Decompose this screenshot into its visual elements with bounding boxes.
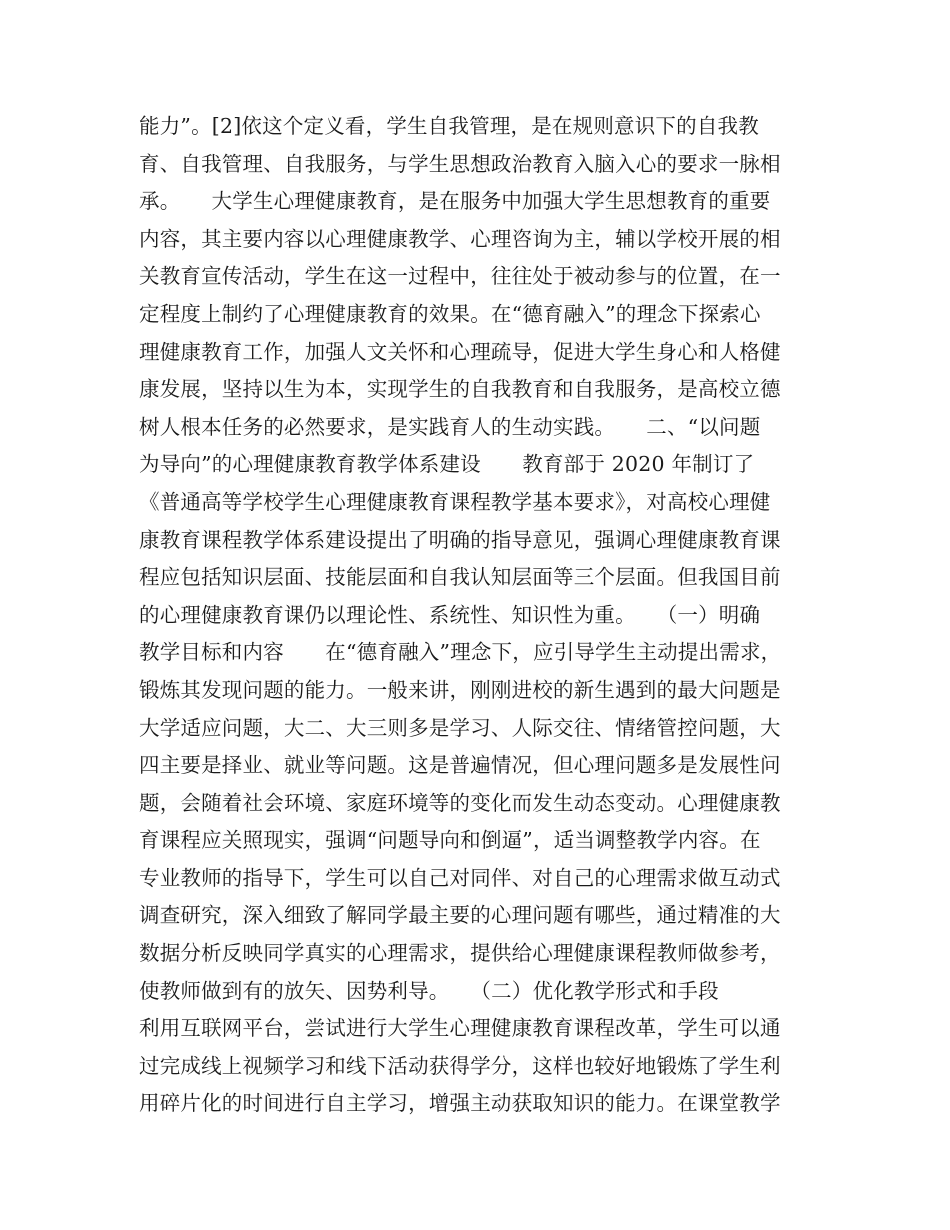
text-line: 用碎片化的时间进行自主学习，增强主动获取知识的能力。在课堂教学 [139, 1091, 781, 1116]
text-line: 专业教师的指导下，学生可以自己对同伴、对自己的心理需求做互动式 [139, 865, 781, 890]
text-line: 调查研究，深入细致了解同学最主要的心理问题有哪些，通过精准的大 [139, 903, 781, 928]
text-line: 关教育宣传活动，学生在这一过程中，往往处于被动参与的位置，在一 [139, 264, 781, 289]
text-line: 为导向”的心理健康教育教学体系建设 教育部于 2020 年制订了 [139, 452, 755, 477]
text-line: 使教师做到有的放矢、因势利导。 （二）优化教学形式和手段 [139, 978, 719, 1003]
text-line: 大学适应问题，大二、大三则多是学习、人际交往、情绪管控问题，大 [139, 715, 781, 740]
text-line: 育、自我管理、自我服务，与学生思想政治教育入脑入心的要求一脉相 [139, 151, 781, 176]
text-line: 利用互联网平台，尝试进行大学生心理健康教育课程改革，学生可以通 [139, 1016, 781, 1041]
text-line: 锻炼其发现问题的能力。一般来讲，刚刚进校的新生遇到的最大问题是 [139, 677, 781, 702]
text-line: 定程度上制约了心理健康教育的效果。在“德育融入”的理念下探索心 [139, 301, 761, 326]
text-line: 内容，其主要内容以心理健康教学、心理咨询为主，辅以学校开展的相 [139, 226, 781, 251]
text-line: 程应包括知识层面、技能层面和自我认知层面等三个层面。但我国目前 [139, 565, 781, 590]
body-text [139, 108, 819, 1123]
text-line: 的心理健康教育课仍以理论性、系统性、知识性为重。 （一）明确 [139, 602, 761, 627]
text-line: 教学目标和内容 在“德育融入”理念下，应引导学生主动提出需求， [139, 640, 782, 665]
text-line: 过完成线上视频学习和线下活动获得学分，这样也较好地锻炼了学生利 [139, 1053, 781, 1078]
text-line: 《普通高等学校学生心理健康教育课程教学基本要求》，对高校心理健 [139, 489, 771, 514]
text-line: 题，会随着社会环境、家庭环境等的变化而发生动态变动。心理健康教 [139, 790, 781, 815]
text-line: 理健康教育工作，加强人文关怀和心理疏导，促进大学生身心和人格健 [139, 339, 781, 364]
text-line: 康发展，坚持以生为本，实现学生的自我教育和自我服务，是高校立德 [139, 377, 781, 402]
text-line: 树人根本任务的必然要求，是实践育人的生动实践。 二、“以问题 [139, 414, 761, 439]
text-line: 能力”。[2]依这个定义看，学生自我管理，是在规则意识下的自我教 [139, 114, 759, 138]
text-line: 康教育课程教学体系建设提出了明确的指导意见，强调心理健康教育课 [139, 527, 781, 552]
text-line: 育课程应关照现实，强调“问题导向和倒逼”，适当调整教学内容。在 [139, 828, 761, 853]
text-line: 数据分析反映同学真实的心理需求，提供给心理健康课程教师做参考， [139, 941, 781, 966]
text-line: 四主要是择业、就业等问题。这是普遍情况，但心理问题多是发展性问 [139, 753, 781, 778]
text-line: 承。 大学生心理健康教育，是在服务中加强大学生思想教育的重要 [139, 189, 771, 214]
